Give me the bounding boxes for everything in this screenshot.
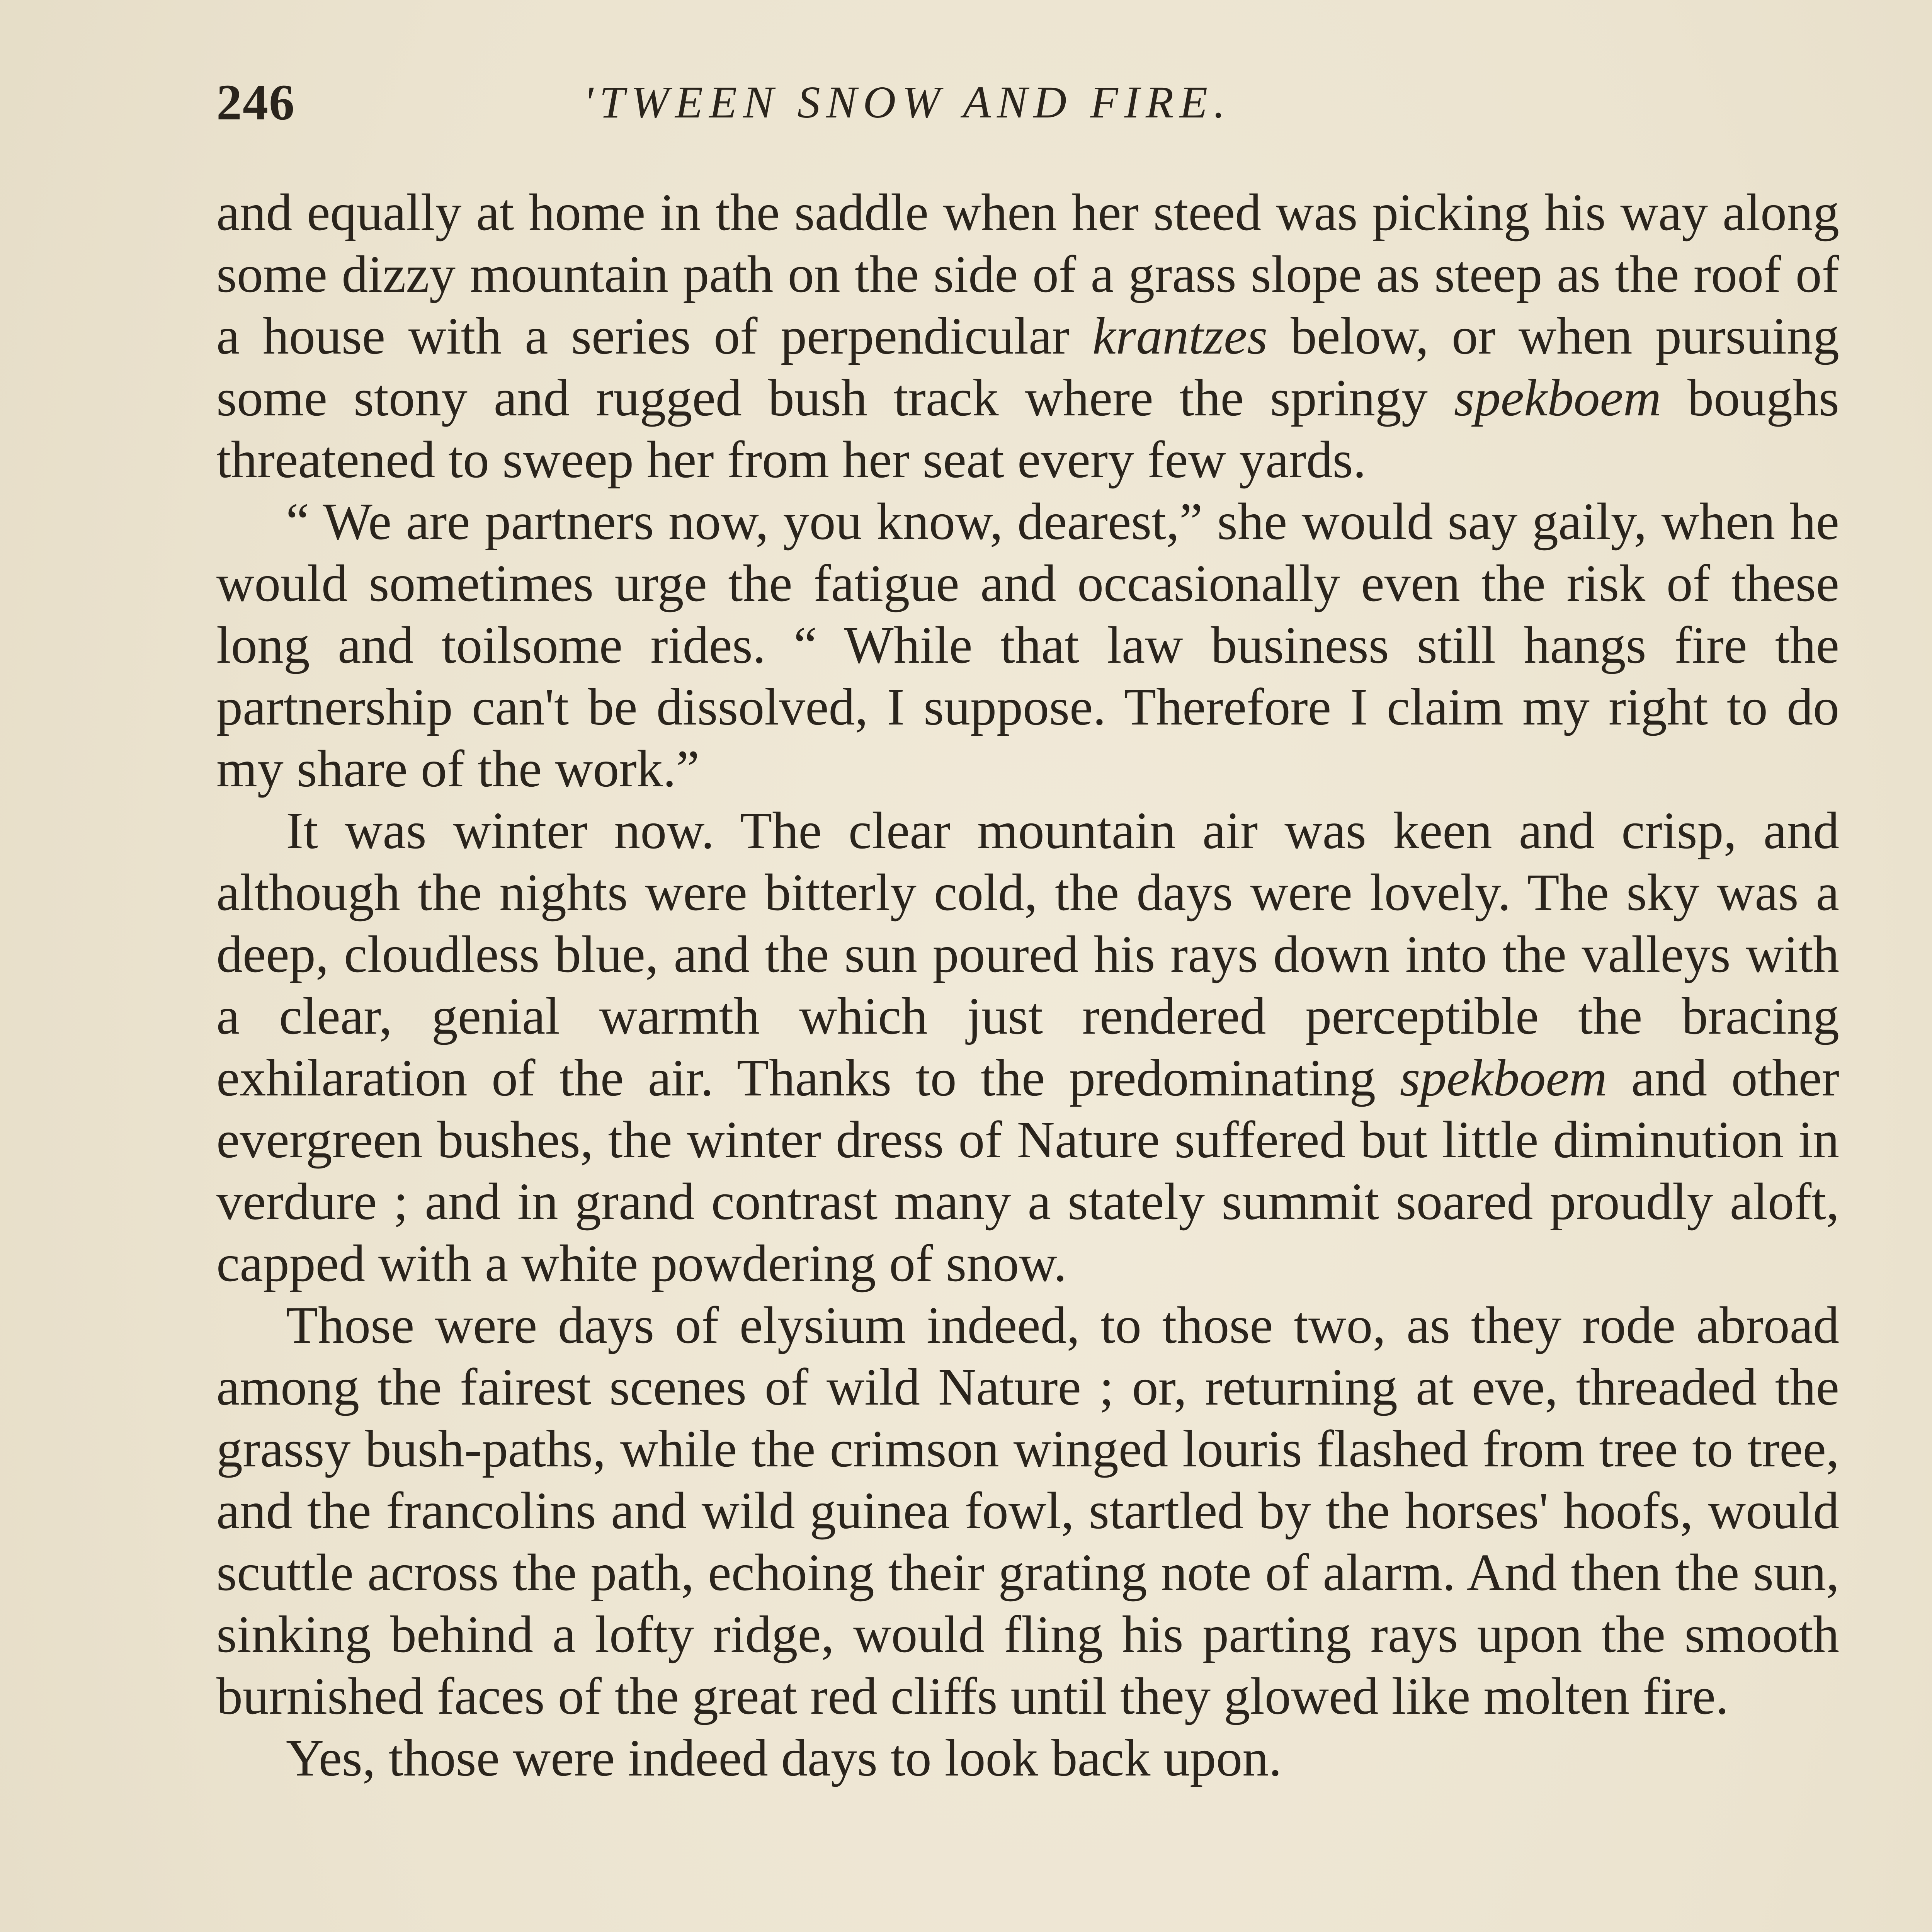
paragraph [216, 182, 1839, 491]
page-header [216, 58, 1839, 147]
running-head: 'TWEEN SNOW AND FIRE. [583, 77, 1231, 128]
text-segment: below, or when pursuing some stony and rugged bush track where the springy [216, 307, 1840, 427]
text-segment: Those were days of elysium indeed, to those two, as they rode abroad among the fairest scenes of wild Nature ; or, returning at eve, threaded the grassy bush-paths, while the crimson winged louris flashed from tree to tree, and the francolins and wild guinea fowl, startled by the horses' hoofs, would scuttle across the path, echoing their grating note of alarm. And then the sun, sinking behind a lofty ridge, would fling his parting rays upon the smooth burnished faces of the great red cliffs until they glowed like molten fire. [216, 1296, 1839, 1725]
italic-term: spekboem [1454, 369, 1662, 427]
text-segment: and other evergreen bushes, the winter dress of Nature suffered but little diminution in verdure ; and in grand contrast many a stately summit soared proudly aloft, capped with a white powdering of snow. [216, 1049, 1839, 1293]
page-number: 246 [216, 74, 295, 131]
text-segment: boughs threatened to sweep her from her seat every few yards. [216, 369, 1839, 489]
paragraph [216, 800, 1839, 1294]
text-segment: “ We are partners now, you know, dearest,” she would say gaily, when he would sometimes urge the fatigue and occasionally even the risk of these long and toilsome rides. “ While that law business still hangs fire the partnership can't be dissolved, I suppose. Therefore I claim my right to do my share of the work.” [216, 493, 1839, 798]
text-segment: Yes, those were indeed days to look back upon. [286, 1729, 1282, 1787]
paragraph [216, 491, 1839, 800]
italic-term: krantzes [1092, 307, 1268, 365]
paragraph [216, 1294, 1839, 1727]
text-segment: and equally at home in the saddle when her steed was picking his way along some dizzy mountain path on the side of a grass slope as steep as the roof of a house with a series of perpendicular [216, 184, 1839, 365]
italic-term: spekboem [1400, 1049, 1607, 1107]
paragraph [216, 1727, 1839, 1789]
body-text [216, 182, 1839, 1789]
text-segment: It was winter now. The clear mountain air was keen and crisp, and although the nights were bitterly cold, the days were lovely. The sky was a deep, cloudless blue, and the sun poured his rays down into the valleys with a clear, genial warmth which just rendered perceptible the bracing exhilaration of the air. Thanks to the predominating [216, 802, 1839, 1107]
